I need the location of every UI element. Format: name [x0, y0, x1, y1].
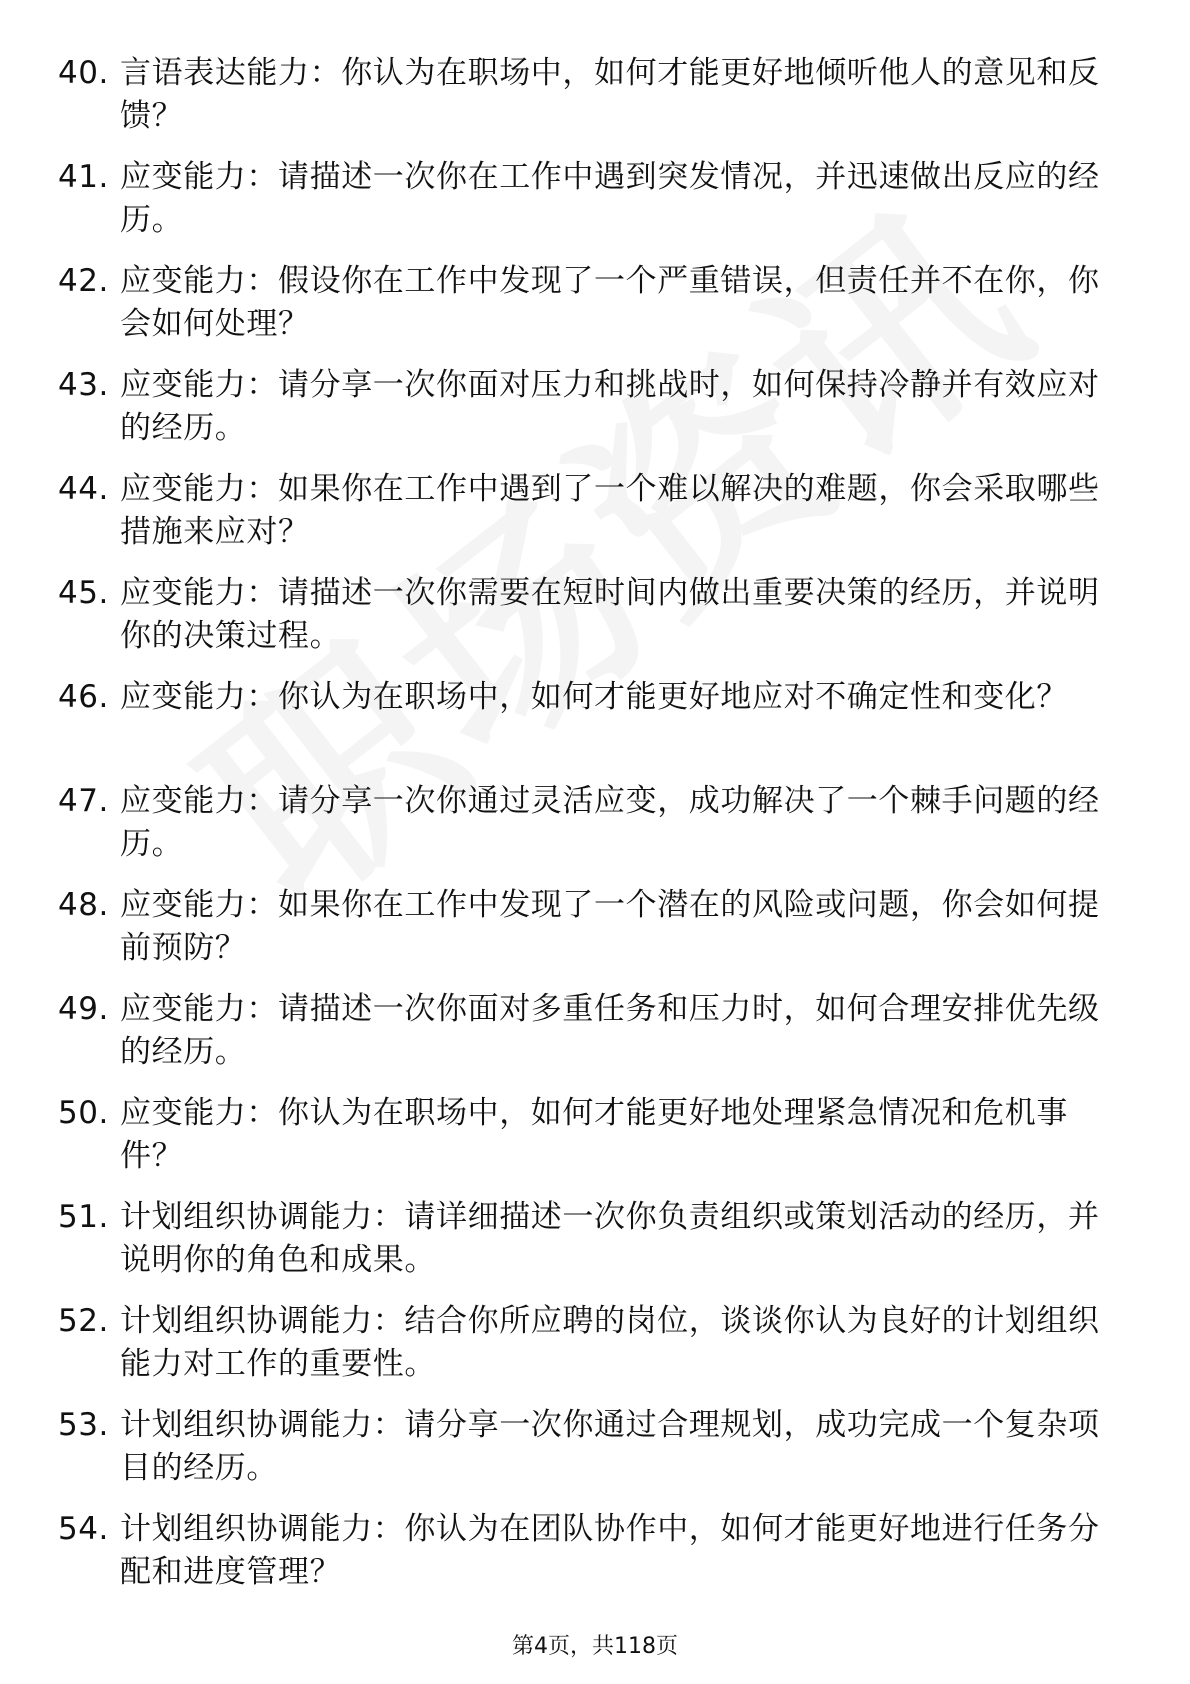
question-item — [58, 884, 1118, 988]
question-item — [58, 1196, 1118, 1300]
question-number: 49. — [58, 991, 109, 1027]
question-text: 应变能力：请分享一次你面对压力和挑战时，如何保持冷静并有效应对的经历。 — [120, 367, 1100, 446]
question-text: 应变能力：你认为在职场中，如何才能更好地应对不确定性和变化？ — [120, 679, 1068, 715]
question-text: 应变能力：假设你在工作中发现了一个严重错误，但责任并不在你，你会如何处理？ — [120, 263, 1100, 342]
question-number: 44. — [58, 471, 109, 507]
question-item — [58, 364, 1118, 468]
question-number: 51. — [58, 1199, 109, 1235]
question-item — [58, 260, 1118, 364]
question-item — [58, 1508, 1118, 1612]
question-item — [58, 156, 1118, 260]
question-text: 计划组织协调能力：结合你所应聘的岗位，谈谈你认为良好的计划组织能力对工作的重要性。 — [120, 1303, 1100, 1382]
question-text: 应变能力：如果你在工作中发现了一个潜在的风险或问题，你会如何提前预防？ — [120, 887, 1100, 966]
question-text: 应变能力：请描述一次你在工作中遇到突发情况，并迅速做出反应的经历。 — [120, 159, 1100, 238]
question-item — [58, 468, 1118, 572]
question-text: 应变能力：请描述一次你面对多重任务和压力时，如何合理安排优先级的经历。 — [120, 991, 1100, 1070]
question-item — [58, 1300, 1118, 1404]
question-number: 53. — [58, 1407, 109, 1443]
question-item — [58, 780, 1118, 884]
question-item — [58, 52, 1118, 156]
question-item — [58, 988, 1118, 1092]
question-text: 言语表达能力：你认为在职场中，如何才能更好地倾听他人的意见和反馈？ — [120, 55, 1100, 134]
page-footer: 第4页，共118页 — [512, 1634, 678, 1659]
question-item — [58, 676, 1118, 780]
question-text: 应变能力：请描述一次你需要在短时间内做出重要决策的经历，并说明你的决策过程。 — [120, 575, 1100, 654]
question-number: 46. — [58, 679, 109, 715]
question-number: 52. — [58, 1303, 109, 1339]
question-item — [58, 1404, 1118, 1508]
question-text: 应变能力：如果你在工作中遇到了一个难以解决的难题，你会采取哪些措施来应对？ — [120, 471, 1100, 550]
question-number: 43. — [58, 367, 109, 403]
question-number: 50. — [58, 1095, 109, 1131]
question-number: 42. — [58, 263, 109, 299]
question-text: 计划组织协调能力：请详细描述一次你负责组织或策划活动的经历，并说明你的角色和成果。 — [120, 1199, 1100, 1278]
question-list — [58, 52, 1118, 1612]
question-number: 54. — [58, 1511, 109, 1547]
question-number: 45. — [58, 575, 109, 611]
question-text: 计划组织协调能力：请分享一次你通过合理规划，成功完成一个复杂项目的经历。 — [120, 1407, 1100, 1486]
question-text: 应变能力：请分享一次你通过灵活应变，成功解决了一个棘手问题的经历。 — [120, 783, 1100, 862]
question-number: 48. — [58, 887, 109, 923]
question-text: 计划组织协调能力：你认为在团队协作中，如何才能更好地进行任务分配和进度管理？ — [120, 1511, 1100, 1590]
question-number: 41. — [58, 159, 109, 195]
question-item — [58, 1092, 1118, 1196]
question-item — [58, 572, 1118, 676]
question-number: 40. — [58, 55, 109, 91]
question-text: 应变能力：你认为在职场中，如何才能更好地处理紧急情况和危机事件？ — [120, 1095, 1068, 1174]
question-number: 47. — [58, 783, 109, 819]
